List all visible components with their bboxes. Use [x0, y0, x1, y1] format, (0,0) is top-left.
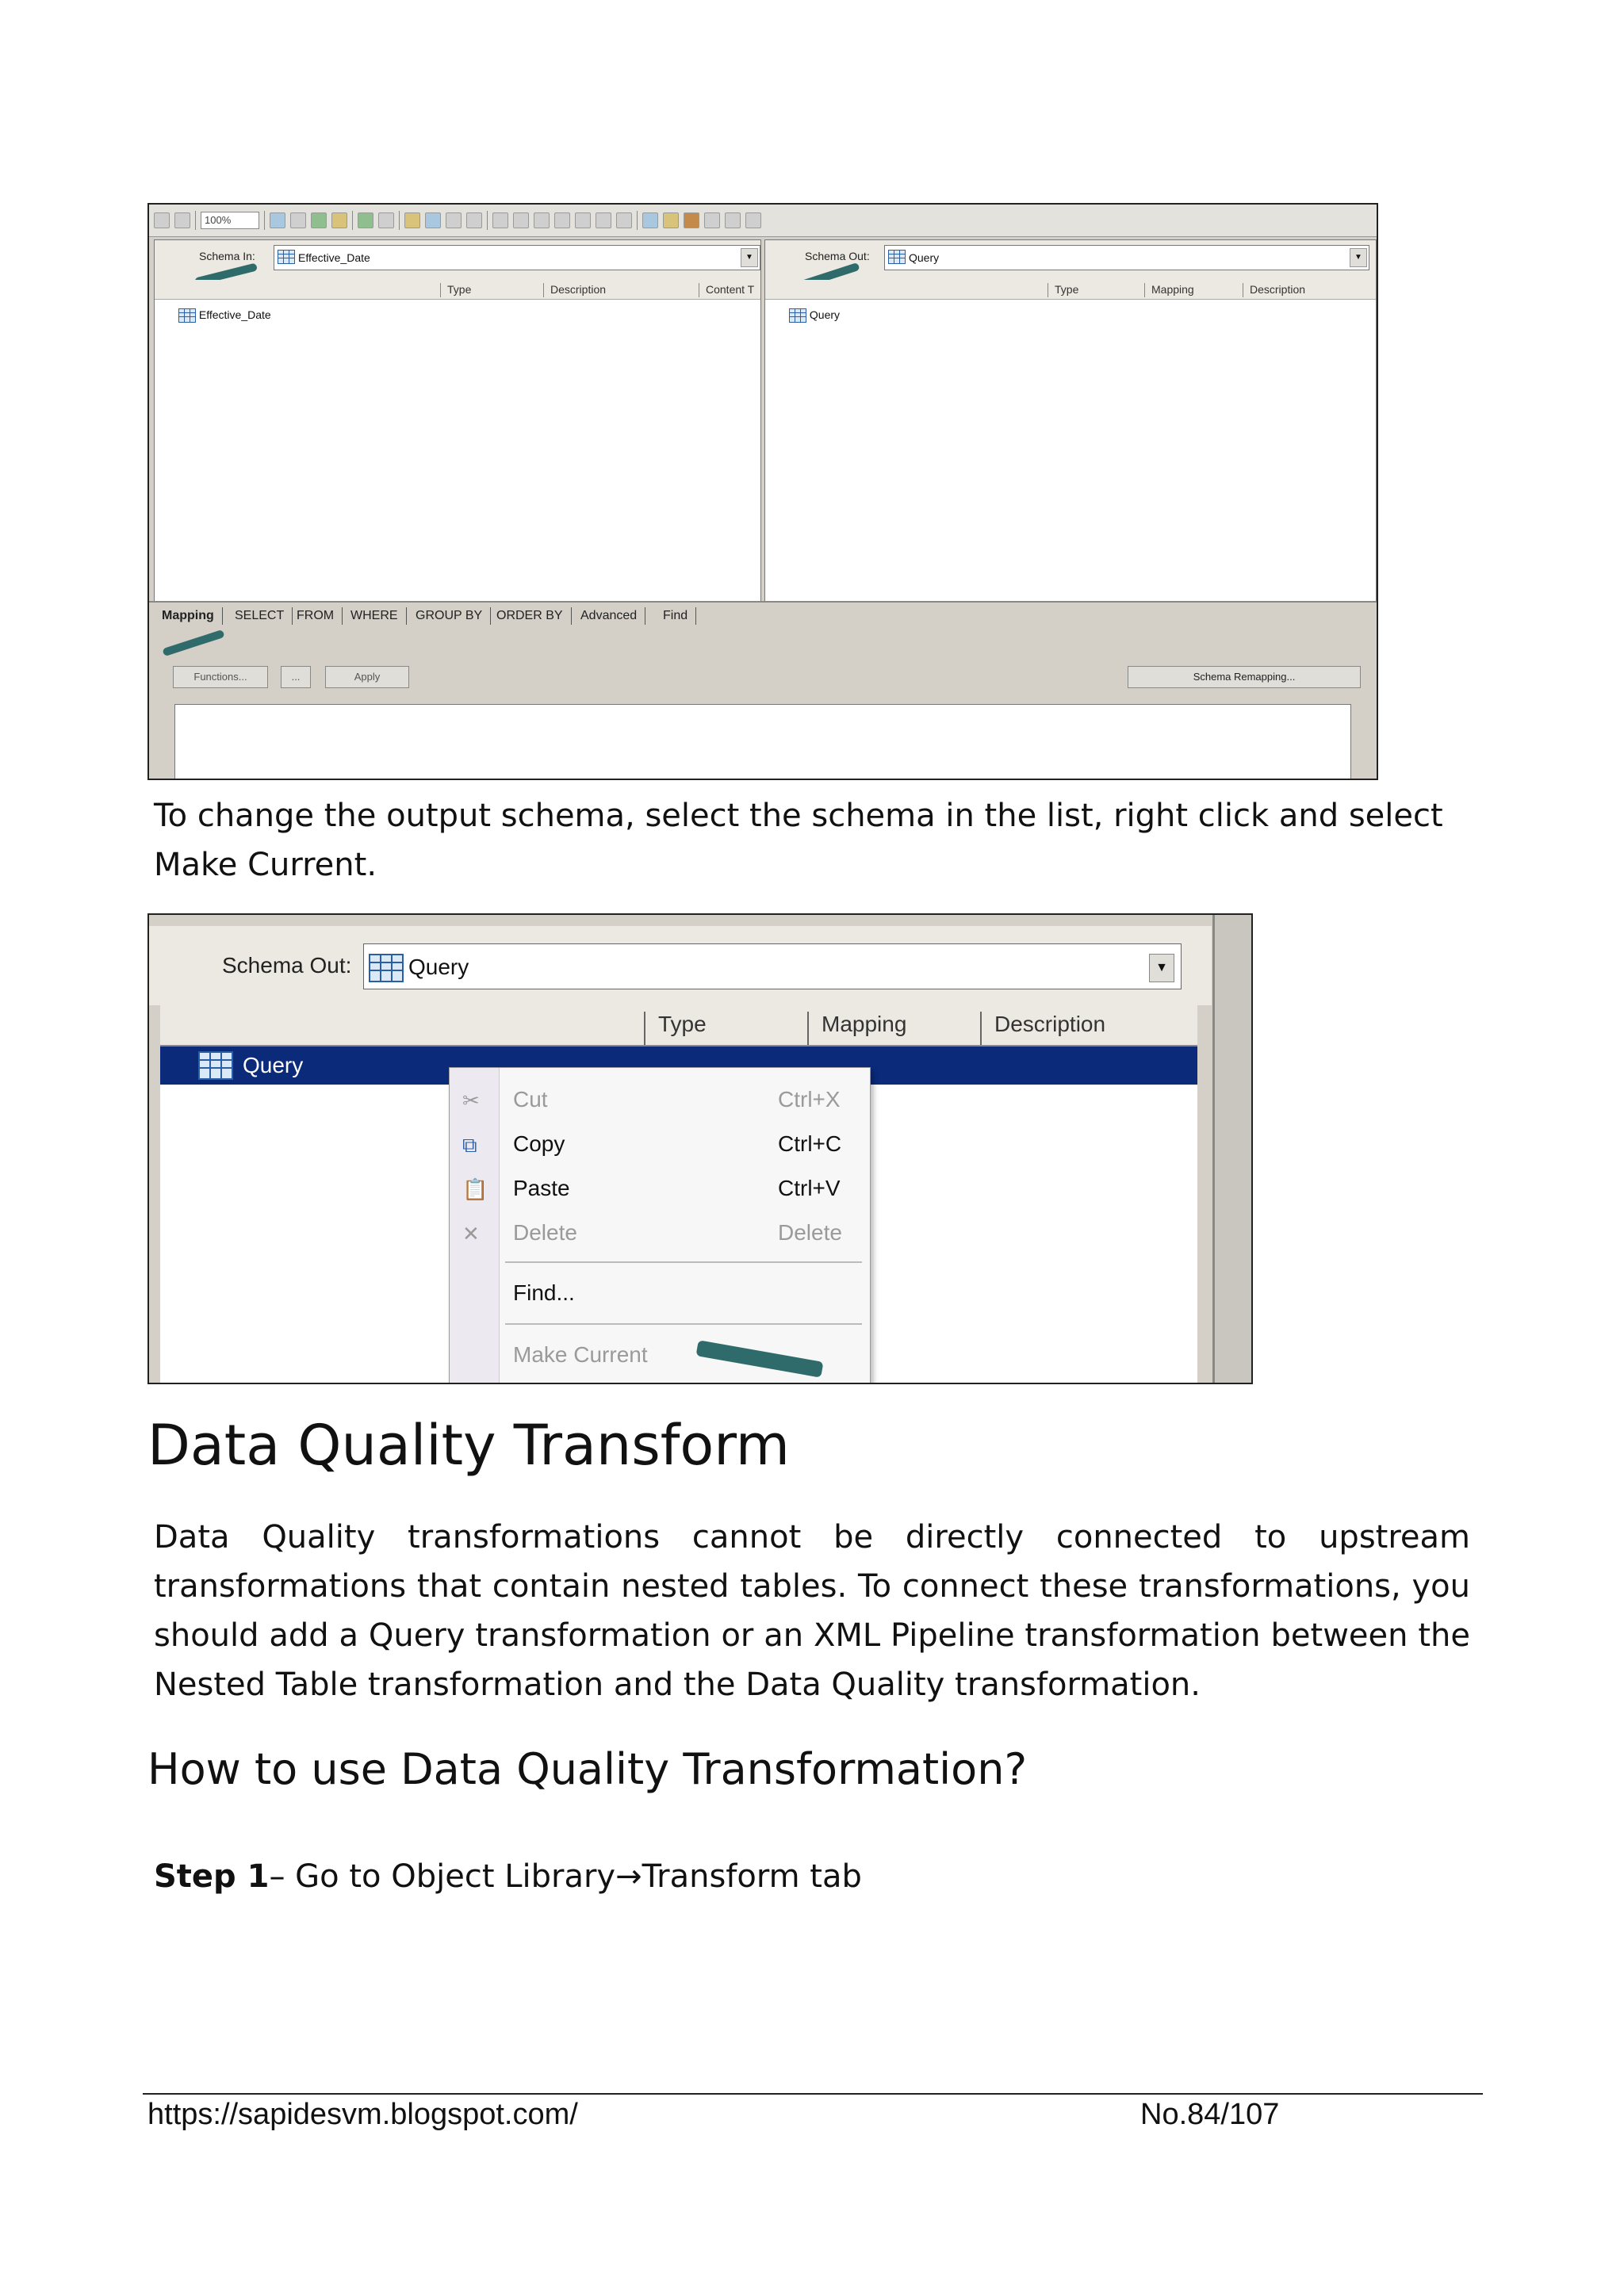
toolbar-icon[interactable] — [575, 212, 591, 228]
toolbar-icon[interactable] — [534, 212, 550, 228]
toolbar-icon[interactable] — [513, 212, 529, 228]
tab-mapping[interactable]: Mapping — [154, 607, 223, 625]
toolbar-icon[interactable] — [466, 212, 482, 228]
schema-in-label: Schema In: — [199, 250, 255, 262]
column-mapping[interactable]: Mapping — [807, 1012, 906, 1045]
tab-where[interactable]: WHERE — [343, 607, 407, 625]
table-icon — [278, 250, 295, 264]
toolbar-icon[interactable] — [311, 212, 327, 228]
menu-item-find[interactable] — [450, 1272, 870, 1317]
footer-url[interactable]: https://sapidesvm.blogspot.com/ — [147, 2098, 578, 2131]
toolbar-icon[interactable] — [596, 212, 611, 228]
mapping-editor[interactable] — [174, 704, 1351, 780]
schema-in-select[interactable] — [274, 245, 760, 270]
column-content-type[interactable]: Content T — [699, 283, 754, 297]
schema-out-select[interactable] — [363, 943, 1182, 989]
toolbar-separator — [195, 211, 196, 230]
menu-label: Find... — [513, 1280, 575, 1305]
help-icon[interactable] — [425, 212, 441, 228]
schema-in-value: Effective_Date — [298, 251, 370, 264]
toolbar-icon[interactable] — [331, 212, 347, 228]
table-icon — [789, 308, 806, 323]
step-text: – Go to Object Library→Transform tab — [269, 1858, 862, 1895]
toolbar-icon[interactable] — [554, 212, 570, 228]
menu-item-cut[interactable] — [450, 1079, 870, 1123]
zoom-select[interactable]: 100% — [201, 212, 259, 229]
annotation-arrow — [162, 629, 224, 656]
menu-label: Cut — [513, 1087, 548, 1112]
functions-button[interactable]: Functions... — [173, 666, 268, 688]
schema-out-select[interactable] — [884, 245, 1369, 270]
tab-order-by[interactable]: ORDER BY — [488, 607, 572, 625]
tree-row[interactable] — [178, 308, 271, 323]
delete-icon: ✕ — [462, 1222, 480, 1246]
tab-find[interactable]: Find — [655, 607, 696, 625]
table-icon — [888, 250, 906, 264]
menu-label: Copy — [513, 1131, 565, 1156]
column-description[interactable]: Description — [1243, 283, 1305, 297]
row-label: Query — [243, 1053, 304, 1077]
menu-separator — [505, 1261, 862, 1263]
context-menu — [449, 1067, 871, 1384]
screenshot-context-menu — [147, 913, 1253, 1384]
menu-shortcut: Ctrl+C — [778, 1131, 842, 1156]
toolbar-icon[interactable] — [745, 212, 761, 228]
chevron-down-icon[interactable]: ▼ — [1149, 954, 1174, 982]
toolbar-separator — [352, 211, 353, 230]
vertical-scrollbar[interactable] — [1212, 915, 1251, 1383]
menu-separator — [505, 1323, 862, 1325]
column-mapping[interactable]: Mapping — [1144, 283, 1194, 297]
menu-item-paste[interactable] — [450, 1168, 870, 1212]
toolbar-icon[interactable] — [290, 212, 306, 228]
toolbar-icon[interactable] — [616, 212, 632, 228]
menu-label: Paste — [513, 1176, 570, 1200]
toolbar-icon[interactable] — [270, 212, 285, 228]
toolbar-icon[interactable] — [492, 212, 508, 228]
forward-arrow-icon[interactable] — [378, 212, 394, 228]
tab-from[interactable]: FROM — [289, 607, 343, 625]
menu-label: Make Current — [513, 1342, 648, 1367]
table-icon — [178, 308, 196, 323]
copy-icon: ⧉ — [462, 1133, 477, 1157]
footer-rule — [143, 2093, 1483, 2095]
row-label: Query — [809, 308, 841, 321]
tab-advanced[interactable]: Advanced — [573, 607, 645, 625]
toolbar-separator — [264, 211, 265, 230]
step-label: Step 1 — [154, 1858, 270, 1895]
schema-out-header — [765, 240, 1376, 280]
toolbar-icon[interactable] — [154, 212, 170, 228]
section-heading: Data Quality Transform — [147, 1413, 790, 1478]
toolbar-separator — [399, 211, 400, 230]
toolbar-icon[interactable] — [684, 212, 699, 228]
menu-shortcut: Ctrl+V — [778, 1176, 841, 1200]
column-type[interactable]: Type — [1048, 283, 1078, 297]
menu-item-delete[interactable] — [450, 1212, 870, 1257]
schema-out-value: Query — [909, 251, 940, 264]
paste-icon: 📋 — [462, 1177, 488, 1201]
schema-in-header — [155, 240, 760, 280]
screenshot-query-editor — [147, 203, 1378, 780]
schema-remapping-button[interactable]: Schema Remapping... — [1128, 666, 1361, 688]
table-icon — [198, 1051, 233, 1080]
toolbar — [149, 205, 1378, 237]
ellipsis-button[interactable]: ... — [281, 666, 311, 688]
menu-shortcut: Delete — [778, 1220, 842, 1245]
chevron-down-icon[interactable]: ▼ — [741, 248, 758, 267]
toolbar-icon[interactable] — [404, 212, 420, 228]
caption: To change the output schema, select the schema in the list, right click and select Make Current. — [154, 798, 1443, 883]
toolbar-separator — [637, 211, 638, 230]
toolbar-separator — [487, 211, 488, 230]
toolbar-icon[interactable] — [446, 212, 462, 228]
row-label: Effective_Date — [198, 308, 271, 321]
chevron-down-icon[interactable]: ▼ — [1350, 248, 1367, 267]
toolbar-icon[interactable] — [174, 212, 190, 228]
schema-out-label: Schema Out: — [222, 953, 352, 978]
tab-group-by[interactable]: GROUP BY — [408, 607, 491, 625]
body-paragraph: Data Quality transformations cannot be directly connected to upstream transformations that contain nested tables. To connect these transformations, you should add a Query transformation or an XML Pipeline transformation between the Nested Table transformation and the Data Quality transformation. — [154, 1519, 1470, 1703]
menu-label: Delete — [513, 1220, 577, 1245]
toolbar-icon[interactable] — [663, 212, 679, 228]
table-icon — [369, 954, 404, 982]
toolbar-icon[interactable] — [642, 212, 658, 228]
column-header — [160, 1005, 1197, 1047]
tab-select[interactable]: SELECT — [227, 607, 293, 625]
apply-button[interactable]: Apply — [325, 666, 409, 688]
subsection-heading: How to use Data Quality Transformation? — [147, 1744, 1028, 1794]
mapping-panel — [149, 601, 1377, 780]
schema-out-label: Schema Out: — [805, 250, 870, 262]
column-type[interactable]: Type — [440, 283, 471, 297]
menu-item-copy[interactable] — [450, 1123, 870, 1168]
column-header — [765, 280, 1376, 300]
column-description[interactable]: Description — [543, 283, 606, 297]
menu-shortcut: Ctrl+X — [778, 1087, 841, 1112]
column-type[interactable]: Type — [644, 1012, 707, 1045]
schema-out-value: Query — [408, 955, 469, 979]
column-description[interactable]: Description — [980, 1012, 1105, 1045]
toolbar-icon[interactable] — [725, 212, 741, 228]
tree-row[interactable] — [789, 308, 840, 323]
scissors-icon: ✂ — [462, 1089, 480, 1112]
page-number: No.84/107 — [1140, 2098, 1280, 2131]
back-arrow-icon[interactable] — [358, 212, 373, 228]
toolbar-icon[interactable] — [704, 212, 720, 228]
column-header — [155, 280, 760, 300]
step-item — [154, 1852, 1470, 1901]
